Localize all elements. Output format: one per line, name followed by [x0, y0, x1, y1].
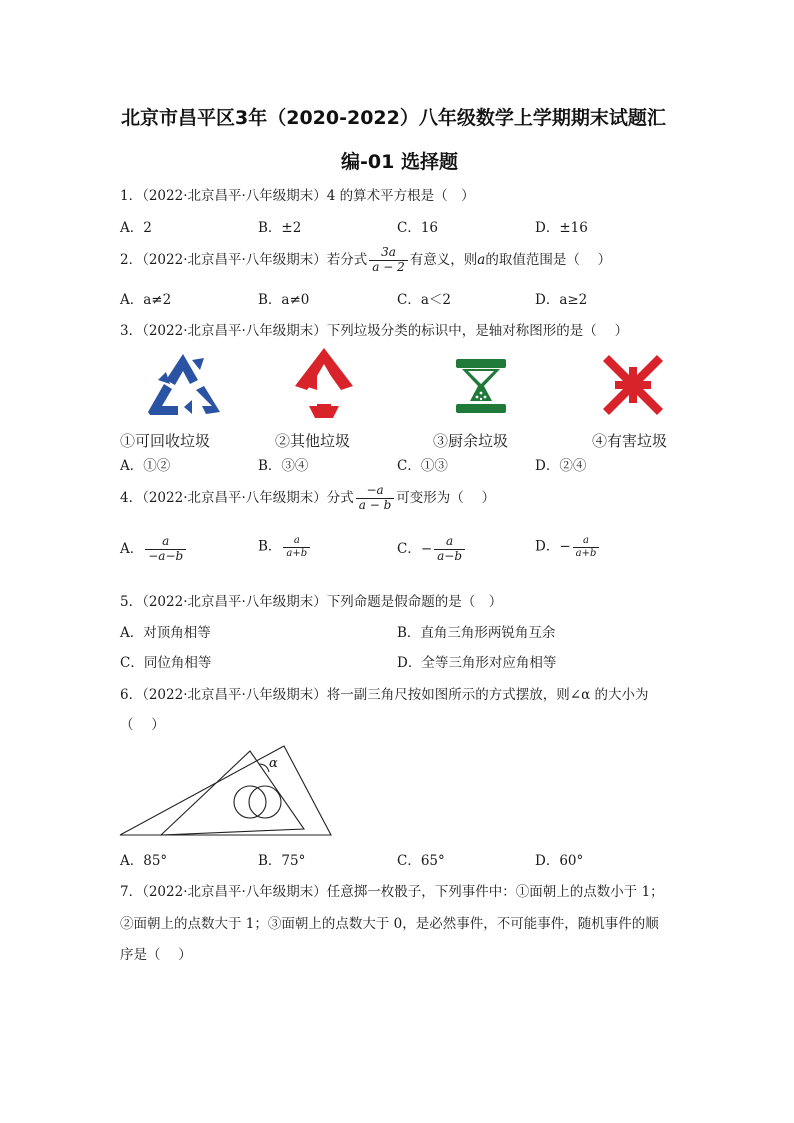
q3-option-b[interactable]: B．③④	[258, 458, 309, 474]
q3-option-d[interactable]: D．②④	[535, 458, 587, 474]
page-subtitle: 编-01 选择题	[341, 151, 458, 173]
q6-option-d[interactable]: D．60°	[535, 853, 584, 869]
hazardous-waste-icon	[601, 353, 665, 417]
question-7-line2: ②面朝上的点数大于 1；③面朝上的点数大于 0，是必然事件，不可能事件，随机事件的顺	[120, 916, 659, 932]
q4-stem-post: 可变形为（ ）	[396, 489, 496, 506]
q4-option-c-label: C．	[397, 540, 421, 557]
q4-option-c-sign: −	[420, 540, 433, 557]
q4-option-c-den: a−b	[434, 549, 465, 564]
q5-option-c[interactable]: C．同位角相等	[120, 655, 212, 671]
q4-option-b-label: B．	[258, 538, 282, 555]
recycle-icon	[144, 352, 222, 418]
q2-variable: a	[477, 251, 486, 268]
q4-option-d-sign: −	[559, 538, 571, 555]
q1-option-d[interactable]: D．±16	[535, 220, 588, 236]
question-6-stem-line1: 6．（2022·北京昌平·八年级期末）将一副三角尺按如图所示的方式摆放，则∠α 的大小为	[120, 687, 649, 703]
q4-option-a-num: a	[162, 534, 170, 548]
triangle-rulers-figure	[118, 742, 334, 840]
question-4-stem	[120, 484, 495, 513]
other-waste-icon	[291, 346, 357, 420]
q4-frac-numerator: −a	[366, 483, 384, 497]
question-7-line3: 序是（ ）	[120, 947, 192, 963]
q5-option-d[interactable]: D．全等三角形对应角相等	[397, 655, 557, 671]
q2-frac-denominator: a − 2	[369, 260, 407, 275]
q4-option-b-num: a	[293, 535, 300, 546]
ruler-hole-left	[234, 786, 266, 818]
q4-fraction	[356, 484, 395, 513]
q4-option-d-fraction	[573, 535, 600, 559]
q4-option-b-fraction	[283, 535, 310, 559]
recycle-arrows	[148, 354, 220, 415]
question-7-line1: 7．（2022·北京昌平·八年级期末）任意掷一枚骰子，下列事件中：①面朝上的点数小于 1；	[120, 884, 664, 900]
q4-frac-denominator: a − b	[356, 498, 395, 513]
caption-kitchen-waste: ③厨余垃圾	[433, 432, 509, 450]
kitchen-waste-icon	[454, 357, 508, 415]
q2-option-c[interactable]: C．a＜2	[397, 292, 451, 308]
q2-stem-post: 的取值范围是（ ）	[485, 251, 612, 268]
q4-option-d-den: a+b	[573, 547, 600, 560]
question-3-stem: 3．（2022·北京昌平·八年级期末）下列垃圾分类的标识中，是轴对称图形的是（ ）	[120, 323, 629, 339]
q2-fraction	[369, 246, 407, 275]
page-title: 北京市昌平区3年（2020-2022）八年级数学上学期期末试题汇	[121, 107, 666, 129]
q2-option-d[interactable]: D．a≥2	[535, 292, 588, 308]
q4-option-c[interactable]	[397, 535, 467, 564]
q4-option-c-num: a	[446, 534, 454, 548]
q1-option-a[interactable]: A．2	[120, 220, 152, 236]
question-2-stem	[120, 246, 611, 275]
q4-option-a[interactable]	[120, 535, 188, 564]
caption-recyclable: ①可回收垃圾	[120, 432, 211, 450]
q6-option-a[interactable]: A．85°	[120, 853, 168, 869]
q4-option-a-label: A．	[120, 540, 144, 557]
q3-option-a[interactable]: A．①②	[120, 458, 171, 474]
caption-hazardous-waste: ④有害垃圾	[592, 432, 668, 450]
q4-option-b-den: a+b	[283, 547, 310, 560]
q6-option-b[interactable]: B．75°	[258, 853, 306, 869]
angle-alpha-label: α	[269, 756, 278, 771]
q4-option-d-label: D．	[535, 538, 560, 555]
q5-option-a[interactable]: A．对顶角相等	[120, 625, 211, 641]
q4-option-c-fraction	[434, 535, 465, 564]
q4-option-a-fraction	[145, 535, 186, 564]
q4-stem-pre: 4．（2022·北京昌平·八年级期末）分式	[120, 489, 354, 506]
q1-option-c[interactable]: C．16	[397, 220, 439, 236]
q1-option-b[interactable]: B．±2	[258, 220, 302, 236]
question-6-stem-line2: （ ）	[120, 717, 165, 733]
q2-stem-mid: 有意义，则	[409, 251, 478, 268]
q2-frac-numerator: 3a	[381, 245, 396, 259]
question-5-stem: 5．（2022·北京昌平·八年级期末）下列命题是假命题的是（ ）	[120, 594, 503, 610]
q2-option-a[interactable]: A．a≠2	[120, 292, 172, 308]
small-triangle	[161, 751, 304, 835]
q4-option-d-num: a	[583, 535, 589, 546]
q2-stem-pre: 2．（2022·北京昌平·八年级期末）若分式	[120, 251, 368, 268]
q4-option-d[interactable]	[535, 535, 601, 559]
q4-option-a-den: −a−b	[145, 549, 186, 564]
q6-option-c[interactable]: C．65°	[397, 853, 445, 869]
ruler-hole-right	[249, 786, 281, 818]
q2-option-b[interactable]: B．a≠0	[258, 292, 310, 308]
q4-option-b[interactable]	[258, 535, 312, 559]
q3-option-c[interactable]: C．①③	[397, 458, 448, 474]
question-1-stem: 1．（2022·北京昌平·八年级期末）4 的算术平方根是（ ）	[120, 188, 475, 204]
q5-option-b[interactable]: B．直角三角形两锐角互余	[397, 625, 556, 641]
caption-other-waste: ②其他垃圾	[275, 432, 351, 450]
